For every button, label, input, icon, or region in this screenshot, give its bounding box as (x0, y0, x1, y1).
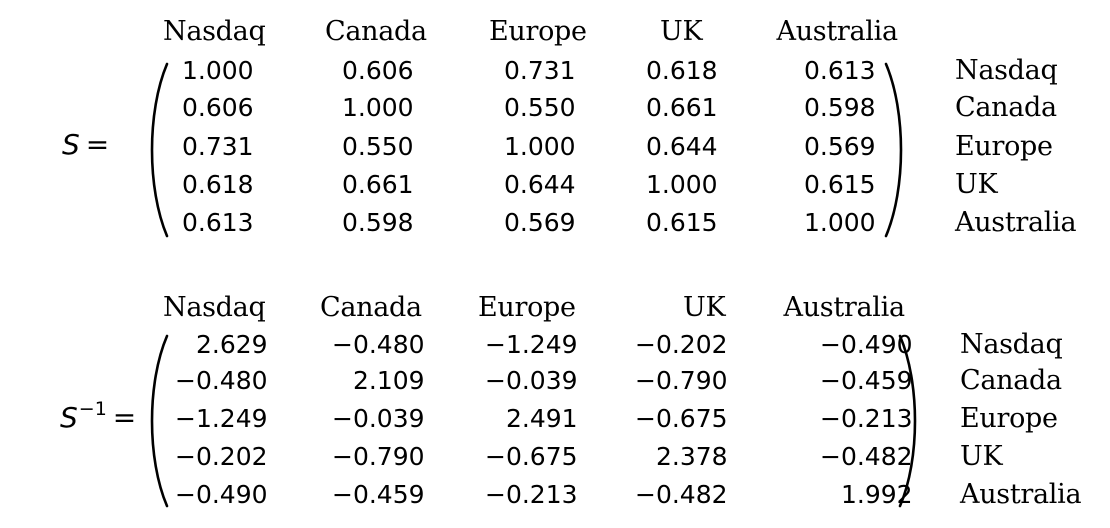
equals-sign: = (112, 401, 137, 434)
matrix-cell: 2.378 (656, 442, 728, 471)
matrix-cell: −0.480 (332, 330, 425, 359)
matrix-cell: −0.490 (820, 330, 913, 359)
row-label: Canada (955, 92, 1057, 123)
matrix-cell: 0.618 (182, 170, 254, 199)
right-parenthesis (884, 62, 908, 238)
matrix-cell: 0.615 (646, 208, 718, 237)
matrix-cell: 0.661 (646, 93, 718, 122)
column-header: UK (660, 16, 703, 47)
matrix-cell: 0.615 (804, 170, 876, 199)
matrix-cell: −0.675 (635, 404, 728, 433)
matrix-symbol: S (62, 128, 80, 161)
matrix-cell: −0.480 (175, 366, 268, 395)
matrix-cell: 0.644 (504, 170, 576, 199)
column-header: Nasdaq (163, 16, 266, 47)
matrix-cell: 2.109 (353, 366, 425, 395)
matrix-cell: −0.202 (635, 330, 728, 359)
row-label: Europe (960, 403, 1058, 434)
matrix-cell: 0.731 (504, 56, 576, 85)
matrix-cell: 0.644 (646, 132, 718, 161)
matrix-cell: −1.249 (485, 330, 578, 359)
matrix-superscript: −1 (78, 398, 107, 420)
matrix-cell: −0.039 (332, 404, 425, 433)
matrix-cell: 1.000 (804, 208, 876, 237)
matrix-cell: −0.459 (332, 480, 425, 509)
left-parenthesis (145, 62, 169, 238)
matrix-symbol: S (60, 401, 78, 434)
row-label: Europe (955, 131, 1053, 162)
column-header: UK (683, 292, 726, 323)
matrix-cell: −0.675 (485, 442, 578, 471)
row-label: Nasdaq (960, 329, 1063, 360)
correlation-matrix-block (0, 0, 1110, 260)
matrix-lhs-label (62, 128, 109, 162)
matrix-cell: 0.569 (504, 208, 576, 237)
matrix-cell: 0.661 (342, 170, 414, 199)
matrix-cell: −0.482 (820, 442, 913, 471)
inverse-matrix-block (0, 270, 1110, 528)
matrix-cell: 1.000 (342, 93, 414, 122)
column-header: Australia (776, 16, 898, 47)
matrix-cell: 1.992 (841, 480, 913, 509)
matrix-cell: 0.598 (804, 93, 876, 122)
matrix-cell: −0.213 (820, 404, 913, 433)
column-header: Canada (325, 16, 427, 47)
row-label: Australia (955, 207, 1077, 238)
matrix-cell: −1.249 (175, 404, 268, 433)
matrix-cell: 0.613 (804, 56, 876, 85)
left-parenthesis (145, 334, 169, 508)
matrix-cell: 0.550 (504, 93, 576, 122)
matrix-cell: −0.790 (332, 442, 425, 471)
matrix-cell: −0.490 (175, 480, 268, 509)
matrix-cell: 0.613 (182, 208, 254, 237)
column-header: Canada (320, 292, 422, 323)
matrix-cell: −0.039 (485, 366, 578, 395)
row-label: Australia (960, 479, 1082, 510)
matrix-cell: 0.731 (182, 132, 254, 161)
matrix-cell: 0.606 (342, 56, 414, 85)
column-header: Nasdaq (163, 292, 266, 323)
column-header: Europe (489, 16, 587, 47)
matrix-cell: 1.000 (504, 132, 576, 161)
matrix-cell: 2.491 (506, 404, 578, 433)
matrix-cell: 0.618 (646, 56, 718, 85)
matrix-cell: 2.629 (196, 330, 268, 359)
matrix-cell: 0.598 (342, 208, 414, 237)
matrix-cell: 0.606 (182, 93, 254, 122)
right-parenthesis (898, 334, 922, 508)
row-label: Nasdaq (955, 55, 1058, 86)
matrix-cell: 1.000 (646, 170, 718, 199)
matrix-cell: −0.790 (635, 366, 728, 395)
matrix-cell: 0.569 (804, 132, 876, 161)
matrix-lhs-label (60, 398, 136, 435)
row-label: Canada (960, 365, 1062, 396)
matrix-cell: −0.213 (485, 480, 578, 509)
row-label: UK (955, 169, 998, 200)
row-label: UK (960, 441, 1003, 472)
matrix-cell: 1.000 (182, 56, 254, 85)
matrix-cell: −0.482 (635, 480, 728, 509)
matrix-cell: −0.459 (820, 366, 913, 395)
matrix-cell: 0.550 (342, 132, 414, 161)
column-header: Australia (783, 292, 905, 323)
column-header: Europe (478, 292, 576, 323)
matrix-cell: −0.202 (175, 442, 268, 471)
equals-sign: = (85, 128, 110, 161)
